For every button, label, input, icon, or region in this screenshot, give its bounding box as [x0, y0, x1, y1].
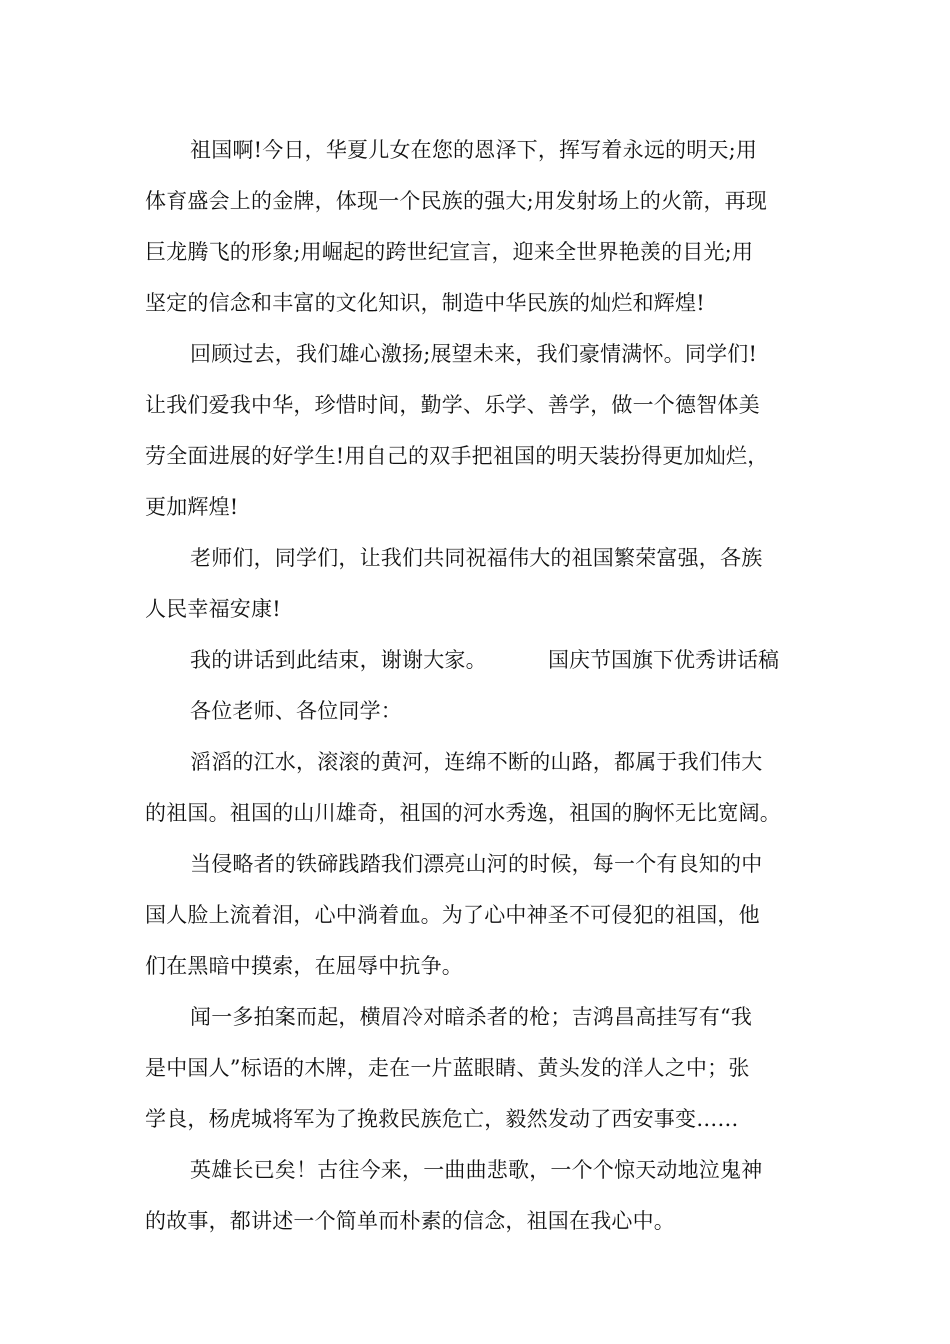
paragraph-1-line-3: 巨龙腾飞的形象;用崛起的跨世纪宣言，迎来全世界艳羡的目光;用	[145, 240, 754, 264]
paragraph-8-line-2: 是中国人”标语的木牌，走在一片蓝眼睛、黄头发的洋人之中；张	[145, 1056, 750, 1080]
paragraph-6-line-2: 的祖国。祖国的山川雄奇，祖国的河水秀逸，祖国的胸怀无比宽阔。	[145, 801, 781, 825]
salutation-line: 各位老师、各位同学：	[190, 699, 402, 723]
paragraph-2-line-3: 劳全面进展的好学生!用自己的双手把祖国的明天装扮得更加灿烂，	[145, 444, 769, 468]
paragraph-1-line-1: 祖国啊!今日，华夏儿女在您的恩泽下，挥写着永远的明天;用	[190, 138, 758, 162]
paragraph-2-line-4: 更加辉煌!	[145, 495, 239, 519]
paragraph-3-line-1: 老师们，同学们，让我们共同祝福伟大的祖国繁荣富强，各族	[190, 546, 763, 570]
paragraph-9-line-2: 的故事，都讲述一个简单而朴素的信念，祖国在我心中。	[145, 1209, 675, 1233]
paragraph-2-line-2: 让我们爱我中华，珍惜时间，勤学、乐学、善学，做一个德智体美	[145, 393, 760, 417]
paragraph-7-line-1: 当侵略者的铁碲践踏我们漂亮山河的时候，每一个有良知的中	[190, 852, 763, 876]
paragraph-3-line-2: 人民幸福安康!	[145, 597, 281, 621]
paragraph-8-line-1: 闻一多拍案而起，横眉冷对暗杀者的枪；吉鸿昌高挂写有“我	[190, 1005, 753, 1029]
paragraph-9-line-1: 英雄长已矣！古往今来，一曲曲悲歌，一个个惊天动地泣鬼神	[190, 1158, 763, 1182]
paragraph-1-line-2: 体育盛会上的金牌，体现一个民族的强大;用发射场上的火箭，再现	[145, 189, 768, 213]
paragraph-6-line-1: 滔滔的江水，滚滚的黄河，连绵不断的山路，都属于我们伟大	[190, 750, 763, 774]
paragraph-7-line-2: 国人脸上流着泪，心中淌着血。为了心中神圣不可侵犯的祖国，他	[145, 903, 760, 927]
paragraph-7-line-3: 们在黑暗中摸索，在屈辱中抗争。	[145, 954, 463, 978]
closing-line: 我的讲话到此结束，谢谢大家。	[190, 648, 487, 672]
paragraph-1-line-4: 坚定的信念和丰富的文化知识，制造中华民族的灿烂和辉煌!	[145, 291, 705, 315]
speech-title: 国庆节国旗下优秀讲话稿	[548, 648, 779, 672]
paragraph-8-line-3: 学良，杨虎城将军为了挽救民族危亡，毅然发动了西安事变……	[145, 1107, 739, 1131]
paragraph-2-line-1: 回顾过去，我们雄心激扬;展望未来，我们豪情满怀。同学们!	[190, 342, 758, 366]
